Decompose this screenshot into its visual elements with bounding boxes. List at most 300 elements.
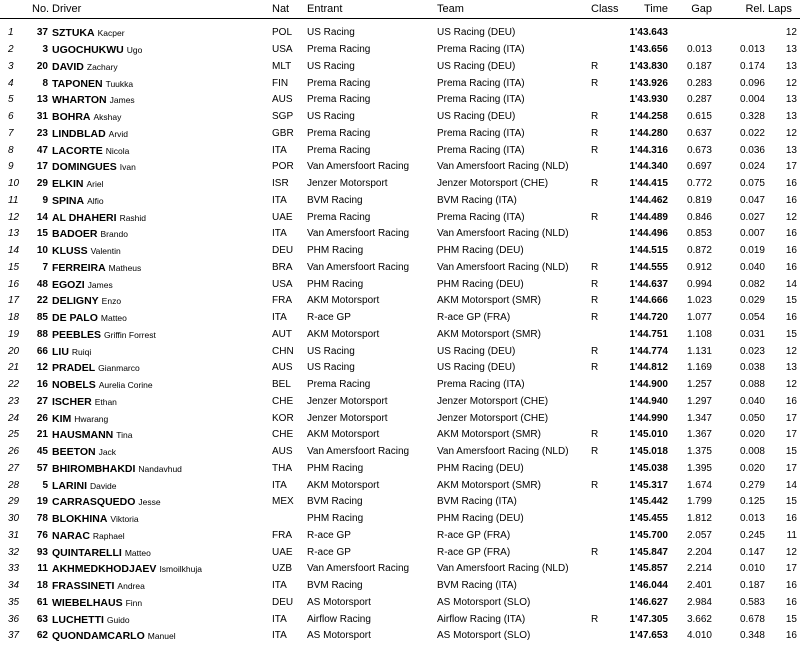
table-row — [0, 126, 800, 143]
relative-gap-cell: 0.008 — [739, 446, 765, 458]
position-cell: 9 — [8, 161, 14, 173]
table-row — [0, 444, 800, 461]
driver-cell — [52, 76, 133, 94]
gap-cell: 0.994 — [686, 278, 712, 290]
position-cell: 4 — [8, 77, 14, 89]
driver-surname: BHIROMBHAKDI — [52, 462, 136, 475]
driver-cell — [52, 561, 202, 579]
driver-cell — [52, 59, 118, 77]
car-number-cell: 9 — [42, 194, 48, 206]
driver-cell — [52, 310, 127, 328]
table-row — [0, 360, 800, 377]
driver-firstname: Aurelia Corine — [98, 380, 153, 391]
car-number-cell: 22 — [36, 295, 48, 307]
driver-cell — [52, 210, 146, 228]
laps-cell: 12 — [785, 345, 797, 357]
lap-time-cell: 1'44.415 — [629, 178, 668, 190]
class-cell: R — [591, 278, 599, 290]
lap-time-cell: 1'43.926 — [629, 77, 668, 89]
driver-firstname: Valentin — [90, 246, 121, 257]
laps-cell: 12 — [785, 127, 797, 139]
nationality-cell: POR — [272, 161, 294, 173]
driver-surname: PEEBLES — [52, 328, 102, 341]
gap-cell: 2.984 — [686, 596, 712, 608]
driver-cell — [52, 109, 121, 127]
team-cell: AKM Motorsport (SMR) — [437, 479, 541, 491]
car-number-cell: 15 — [36, 228, 48, 240]
entrant-cell: Van Amersfoort Racing — [307, 161, 410, 173]
table-row — [0, 176, 800, 193]
car-number-cell: 20 — [36, 60, 48, 72]
lap-time-cell: 1'44.340 — [629, 161, 668, 173]
entrant-cell: BVM Racing — [307, 580, 363, 592]
lap-time-cell: 1'44.280 — [629, 127, 668, 139]
table-row — [0, 260, 800, 277]
team-cell: US Racing (DEU) — [437, 362, 516, 374]
relative-gap-cell: 0.187 — [739, 580, 765, 592]
driver-surname: AL DHAHERI — [52, 211, 117, 224]
header-gap: Gap — [691, 3, 712, 15]
class-cell: R — [591, 295, 599, 307]
position-cell: 22 — [8, 379, 20, 391]
lap-time-cell: 1'44.555 — [629, 261, 668, 273]
driver-firstname: Viktoria — [110, 514, 139, 525]
laps-cell: 16 — [785, 245, 797, 257]
table-row — [0, 92, 800, 109]
laps-cell: 13 — [785, 60, 797, 72]
team-cell: Prema Racing (ITA) — [437, 379, 525, 391]
team-cell: PHM Racing (DEU) — [437, 245, 524, 257]
nationality-cell: MLT — [272, 60, 292, 72]
car-number-cell: 48 — [36, 278, 48, 290]
driver-firstname: Manuel — [147, 631, 176, 642]
entrant-cell: PHM Racing — [307, 278, 364, 290]
driver-surname: AKHMEDKHODJAEV — [52, 563, 157, 576]
position-cell: 34 — [8, 580, 20, 592]
relative-gap-cell: 0.004 — [739, 94, 765, 106]
entrant-cell: Prema Racing — [307, 144, 371, 156]
driver-surname: NOBELS — [52, 379, 96, 392]
laps-cell: 15 — [785, 496, 797, 508]
table-row — [0, 511, 800, 528]
driver-surname: PRADEL — [52, 362, 96, 375]
team-cell: Van Amersfoort Racing (NLD) — [437, 446, 569, 458]
relative-gap-cell: 0.125 — [739, 496, 765, 508]
nationality-cell: POL — [272, 27, 293, 39]
position-cell: 25 — [8, 429, 20, 441]
driver-firstname: Andrea — [117, 581, 145, 592]
lap-time-cell: 1'43.643 — [629, 27, 668, 39]
entrant-cell: R-ace GP — [307, 529, 351, 541]
lap-time-cell: 1'44.900 — [629, 379, 668, 391]
class-cell: R — [591, 144, 599, 156]
entrant-cell: BVM Racing — [307, 194, 363, 206]
driver-surname: TAPONEN — [52, 77, 103, 90]
nationality-cell: MEX — [272, 496, 294, 508]
position-cell: 36 — [8, 613, 20, 625]
entrant-cell: Prema Racing — [307, 379, 371, 391]
position-cell: 35 — [8, 596, 20, 608]
gap-cell: 2.204 — [686, 546, 712, 558]
gap-cell: 2.214 — [686, 563, 712, 575]
laps-cell: 13 — [785, 362, 797, 374]
driver-firstname: Arvid — [108, 128, 129, 139]
table-row — [0, 25, 800, 42]
relative-gap-cell: 0.020 — [739, 429, 765, 441]
driver-firstname: Alfio — [87, 195, 104, 206]
position-cell: 33 — [8, 563, 20, 575]
gap-cell: 1.799 — [686, 496, 712, 508]
position-cell: 28 — [8, 479, 20, 491]
nationality-cell: THA — [272, 462, 292, 474]
nationality-cell: ITA — [272, 479, 287, 491]
laps-cell: 14 — [785, 278, 797, 290]
relative-gap-cell: 0.024 — [739, 161, 765, 173]
relative-gap-cell: 0.583 — [739, 596, 765, 608]
team-cell: Prema Racing (ITA) — [437, 94, 525, 106]
position-cell: 2 — [8, 44, 14, 56]
car-number-cell: 62 — [36, 630, 48, 642]
driver-cell — [52, 595, 142, 613]
position-cell: 19 — [8, 328, 20, 340]
driver-surname: BEETON — [52, 446, 96, 459]
lap-time-cell: 1'47.653 — [629, 630, 668, 642]
car-number-cell: 13 — [36, 94, 48, 106]
relative-gap-cell: 0.096 — [739, 77, 765, 89]
car-number-cell: 3 — [42, 44, 48, 56]
table-row — [0, 478, 800, 495]
entrant-cell: Airflow Racing — [307, 613, 371, 625]
lap-time-cell: 1'45.010 — [629, 429, 668, 441]
driver-cell — [52, 578, 145, 596]
entrant-cell: US Racing — [307, 27, 355, 39]
entrant-cell: PHM Racing — [307, 462, 364, 474]
gap-cell: 1.131 — [686, 345, 712, 357]
table-row — [0, 277, 800, 294]
team-cell: PHM Racing (DEU) — [437, 462, 524, 474]
team-cell: US Racing (DEU) — [437, 60, 516, 72]
entrant-cell: AKM Motorsport — [307, 479, 380, 491]
position-cell: 11 — [8, 194, 19, 206]
car-number-cell: 17 — [36, 161, 48, 173]
lap-time-cell: 1'44.666 — [629, 295, 668, 307]
relative-gap-cell: 0.050 — [739, 412, 765, 424]
nationality-cell: FRA — [272, 529, 292, 541]
team-cell: R-ace GP (FRA) — [437, 546, 511, 558]
driver-firstname: Nandavhud — [138, 463, 182, 474]
class-cell: R — [591, 312, 599, 324]
position-cell: 21 — [8, 362, 20, 374]
relative-gap-cell: 0.027 — [739, 211, 765, 223]
laps-cell: 16 — [785, 312, 797, 324]
entrant-cell: PHM Racing — [307, 513, 364, 525]
driver-cell — [52, 277, 113, 295]
nationality-cell: USA — [272, 278, 293, 290]
driver-firstname: Davide — [90, 480, 117, 491]
driver-firstname: James — [109, 95, 135, 106]
driver-firstname: Zachary — [86, 61, 118, 72]
table-row — [0, 394, 800, 411]
position-cell: 37 — [8, 630, 20, 642]
team-cell: Jenzer Motorsport (CHE) — [437, 178, 549, 190]
relative-gap-cell: 0.040 — [739, 395, 765, 407]
table-row — [0, 411, 800, 428]
team-cell: R-ace GP (FRA) — [437, 529, 511, 541]
gap-cell: 0.872 — [686, 245, 712, 257]
relative-gap-cell: 0.678 — [739, 613, 765, 625]
laps-cell: 12 — [785, 379, 797, 391]
car-number-cell: 37 — [36, 27, 48, 39]
entrant-cell: Prema Racing — [307, 211, 371, 223]
entrant-cell: Prema Racing — [307, 44, 371, 56]
driver-surname: DE PALO — [52, 312, 98, 325]
driver-surname: DELIGNY — [52, 295, 99, 308]
lap-time-cell: 1'43.830 — [629, 60, 668, 72]
team-cell: Jenzer Motorsport (CHE) — [437, 412, 549, 424]
table-row — [0, 628, 800, 645]
class-cell: R — [591, 429, 599, 441]
driver-firstname: Akshay — [93, 112, 122, 123]
gap-cell: 0.187 — [686, 60, 712, 72]
nationality-cell: ITA — [272, 144, 287, 156]
nationality-cell: ITA — [272, 228, 287, 240]
table-row — [0, 210, 800, 227]
car-number-cell: 85 — [36, 312, 48, 324]
entrant-cell: Van Amersfoort Racing — [307, 446, 410, 458]
relative-gap-cell: 0.036 — [739, 144, 765, 156]
driver-firstname: Guido — [106, 614, 130, 625]
gap-cell: 2.401 — [686, 580, 712, 592]
relative-gap-cell: 0.013 — [739, 44, 765, 56]
class-cell: R — [591, 362, 599, 374]
driver-surname: WIEBELHAUS — [52, 596, 123, 609]
position-cell: 1 — [8, 27, 14, 39]
position-cell: 31 — [8, 529, 20, 541]
nationality-cell: DEU — [272, 596, 294, 608]
class-cell: R — [591, 613, 599, 625]
laps-cell: 17 — [785, 429, 797, 441]
gap-cell: 0.772 — [686, 178, 712, 190]
driver-cell — [52, 427, 132, 445]
car-number-cell: 14 — [36, 211, 48, 223]
entrant-cell: AKM Motorsport — [307, 429, 380, 441]
lap-time-cell: 1'44.812 — [629, 362, 668, 374]
class-cell: R — [591, 127, 599, 139]
team-cell: US Racing (DEU) — [437, 27, 516, 39]
team-cell: US Racing (DEU) — [437, 111, 516, 123]
car-number-cell: 11 — [37, 563, 48, 575]
laps-cell: 13 — [785, 144, 797, 156]
driver-cell — [52, 528, 125, 546]
car-number-cell: 31 — [36, 111, 48, 123]
driver-firstname: Griffin Forrest — [104, 329, 156, 340]
driver-firstname: Jesse — [138, 497, 161, 508]
entrant-cell: Prema Racing — [307, 127, 371, 139]
gap-cell: 1.023 — [686, 295, 712, 307]
table-row — [0, 226, 800, 243]
driver-surname: ISCHER — [52, 395, 92, 408]
gap-cell: 0.637 — [686, 127, 712, 139]
lap-time-cell: 1'46.044 — [629, 580, 668, 592]
lap-time-cell: 1'45.038 — [629, 462, 668, 474]
lap-time-cell: 1'44.774 — [629, 345, 668, 357]
position-cell: 27 — [8, 462, 20, 474]
entrant-cell: R-ace GP — [307, 546, 351, 558]
car-number-cell: 63 — [36, 613, 48, 625]
header-driver: Driver — [52, 3, 82, 15]
car-number-cell: 26 — [36, 412, 48, 424]
relative-gap-cell: 0.022 — [739, 127, 765, 139]
entrant-cell: AKM Motorsport — [307, 328, 380, 340]
position-cell: 24 — [8, 412, 20, 424]
entrant-cell: Van Amersfoort Racing — [307, 261, 410, 273]
laps-cell: 16 — [785, 395, 797, 407]
car-number-cell: 76 — [36, 529, 48, 541]
driver-cell — [52, 243, 121, 261]
driver-firstname: Ruiqi — [71, 346, 92, 357]
gap-cell: 0.819 — [686, 194, 712, 206]
nationality-cell: AUS — [272, 362, 293, 374]
relative-gap-cell: 0.245 — [739, 529, 765, 541]
team-cell: Prema Racing (ITA) — [437, 44, 525, 56]
driver-firstname: Ismoilkhuja — [159, 564, 202, 575]
team-cell: AS Motorsport (SLO) — [437, 596, 531, 608]
entrant-cell: BVM Racing — [307, 496, 363, 508]
driver-cell — [52, 42, 142, 60]
class-cell: R — [591, 60, 599, 72]
team-cell: BVM Racing (ITA) — [437, 194, 517, 206]
driver-cell — [52, 511, 139, 529]
team-cell: Airflow Racing (ITA) — [437, 613, 526, 625]
entrant-cell: Jenzer Motorsport — [307, 395, 388, 407]
class-cell: R — [591, 77, 599, 89]
driver-firstname: Finn — [125, 597, 143, 608]
driver-cell — [52, 444, 116, 462]
driver-cell — [52, 260, 141, 278]
driver-cell — [52, 461, 182, 479]
nationality-cell: UAE — [272, 546, 293, 558]
position-cell: 30 — [8, 513, 20, 525]
table-row — [0, 578, 800, 595]
nationality-cell: CHE — [272, 429, 294, 441]
driver-cell — [52, 478, 116, 496]
relative-gap-cell: 0.279 — [739, 479, 765, 491]
gap-cell: 1.375 — [686, 446, 712, 458]
driver-cell — [52, 344, 91, 362]
gap-cell: 0.287 — [686, 94, 712, 106]
team-cell: US Racing (DEU) — [437, 345, 516, 357]
relative-gap-cell: 0.147 — [739, 546, 765, 558]
driver-cell — [52, 92, 135, 110]
entrant-cell: Van Amersfoort Racing — [307, 563, 410, 575]
table-row — [0, 344, 800, 361]
gap-cell: 1.347 — [686, 412, 712, 424]
driver-surname: BADOER — [52, 228, 98, 241]
relative-gap-cell: 0.020 — [739, 462, 765, 474]
driver-surname: FRASSINETI — [52, 580, 115, 593]
lap-time-cell: 1'44.462 — [629, 194, 668, 206]
relative-gap-cell: 0.019 — [739, 245, 765, 257]
table-row — [0, 427, 800, 444]
car-number-cell: 66 — [36, 345, 48, 357]
relative-gap-cell: 0.328 — [739, 111, 765, 123]
car-number-cell: 27 — [36, 395, 48, 407]
driver-firstname: Nicola — [105, 145, 130, 156]
driver-cell — [52, 545, 151, 563]
gap-cell: 1.257 — [686, 379, 712, 391]
driver-cell — [52, 377, 153, 395]
gap-cell: 0.283 — [686, 77, 712, 89]
driver-firstname: Matteo — [124, 547, 151, 558]
laps-cell: 16 — [785, 178, 797, 190]
lap-time-cell: 1'44.751 — [629, 328, 668, 340]
header-rel-gap: Rel. — [745, 3, 765, 15]
laps-cell: 16 — [785, 228, 797, 240]
driver-surname: FERREIRA — [52, 261, 106, 274]
nationality-cell: SGP — [272, 111, 294, 123]
relative-gap-cell: 0.029 — [739, 295, 765, 307]
laps-cell: 16 — [785, 513, 797, 525]
class-cell: R — [591, 261, 599, 273]
lap-time-cell: 1'43.656 — [629, 44, 668, 56]
laps-cell: 17 — [785, 161, 797, 173]
table-row — [0, 545, 800, 562]
driver-cell — [52, 612, 130, 630]
table-row — [0, 494, 800, 511]
car-number-cell: 88 — [36, 328, 48, 340]
nationality-cell: FIN — [272, 77, 289, 89]
nationality-cell: GBR — [272, 127, 294, 139]
position-cell: 29 — [8, 496, 20, 508]
driver-surname: UGOCHUKWU — [52, 44, 124, 57]
driver-surname: KIM — [52, 412, 72, 425]
position-cell: 12 — [8, 211, 20, 223]
relative-gap-cell: 0.075 — [739, 178, 765, 190]
driver-surname: ELKIN — [52, 178, 84, 191]
table-row — [0, 595, 800, 612]
table-row — [0, 143, 800, 160]
position-cell: 7 — [8, 127, 14, 139]
gap-cell: 0.846 — [686, 211, 712, 223]
position-cell: 14 — [8, 245, 20, 257]
header-entrant: Entrant — [307, 3, 343, 15]
team-cell: Van Amersfoort Racing (NLD) — [437, 161, 569, 173]
team-cell: Prema Racing (ITA) — [437, 211, 525, 223]
nationality-cell: ITA — [272, 194, 287, 206]
driver-firstname: Tuukka — [105, 78, 134, 89]
driver-surname: CARRASQUEDO — [52, 496, 136, 509]
position-cell: 15 — [8, 261, 20, 273]
driver-surname: QUINTARELLI — [52, 546, 122, 559]
team-cell: PHM Racing (DEU) — [437, 513, 524, 525]
nationality-cell: CHE — [272, 395, 294, 407]
nationality-cell: BRA — [272, 261, 293, 273]
table-row — [0, 461, 800, 478]
car-number-cell: 61 — [36, 596, 48, 608]
team-cell: BVM Racing (ITA) — [437, 580, 517, 592]
entrant-cell: AS Motorsport — [307, 630, 371, 642]
lap-time-cell: 1'44.496 — [629, 228, 668, 240]
nationality-cell: CHN — [272, 345, 294, 357]
table-row — [0, 193, 800, 210]
relative-gap-cell: 0.031 — [739, 328, 765, 340]
position-cell: 20 — [8, 345, 20, 357]
lap-time-cell: 1'44.940 — [629, 395, 668, 407]
driver-surname: LIU — [52, 345, 69, 358]
table-row — [0, 59, 800, 76]
car-number-cell: 29 — [36, 178, 48, 190]
position-cell: 10 — [8, 178, 20, 190]
